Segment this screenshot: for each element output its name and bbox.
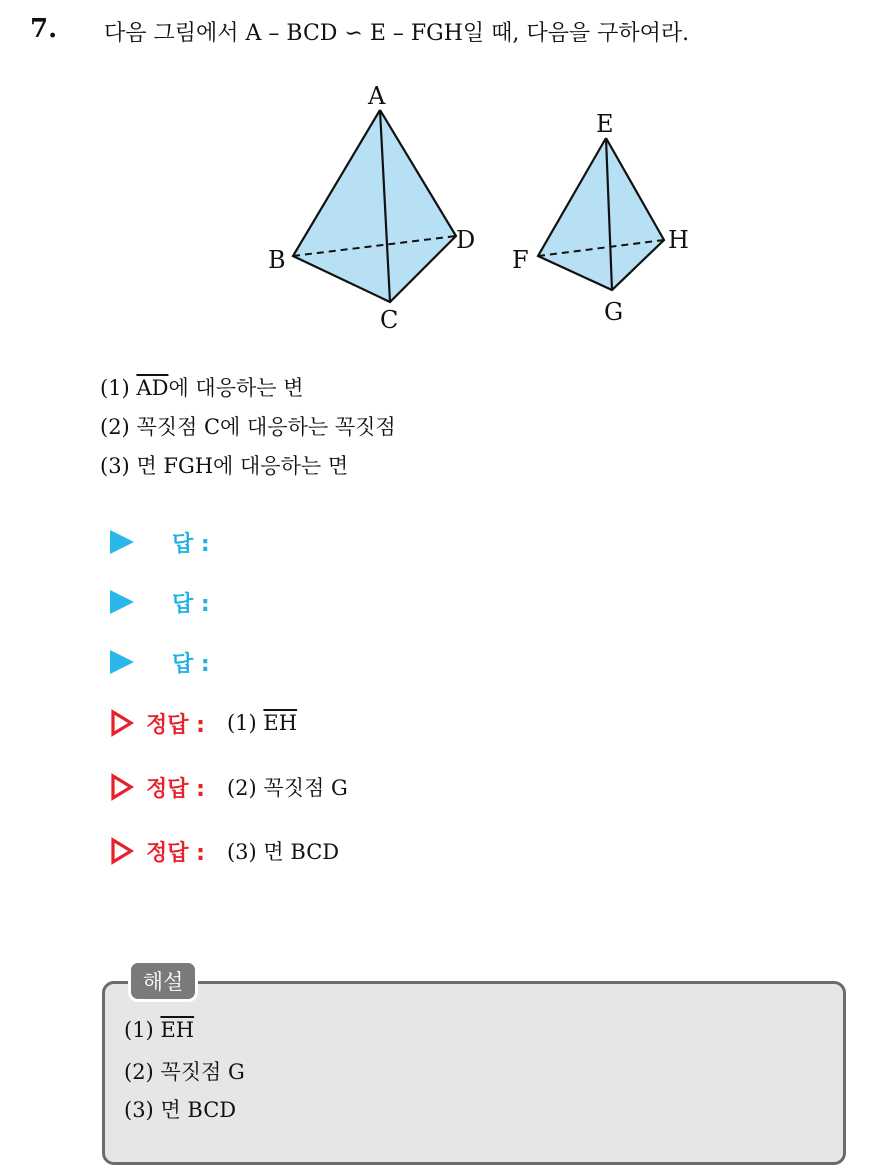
subquestion-number: (2) [100, 415, 130, 439]
answer-label: 답 : [172, 651, 210, 677]
segment-eh: $\overline{EH}$ [263, 711, 298, 735]
subquestion-1 [100, 372, 304, 402]
explanation-text: 꼭짓점 G [160, 1060, 245, 1084]
question-text: 다음 그림에서 A – BCD ∽ E – FGH일 때, 다음을 구하여라. [104, 21, 690, 46]
outline-triangle-icon [110, 709, 134, 737]
vertex-label-g: G [604, 298, 624, 326]
solution-text: 면 BCD [263, 840, 340, 864]
explanation-line-1 [124, 1018, 194, 1042]
solution-number: (2) [226, 776, 257, 800]
solution-row-2 [110, 770, 348, 804]
explanation-line-2 [124, 1056, 245, 1086]
vertex-label-e: E [596, 110, 614, 138]
subquestion-3 [100, 450, 348, 480]
subquestion-text: 면 FGH에 대응하는 면 [136, 454, 349, 478]
segment-eh: $\overline{EH}$ [160, 1018, 195, 1042]
answer-row-1[interactable] [110, 526, 210, 558]
subquestion-number: (1) [100, 376, 130, 400]
solution-label: 정답 : [146, 712, 205, 738]
solution-row-1 [110, 706, 297, 740]
solution-number: (3) [226, 840, 257, 864]
explanation-line-3 [124, 1094, 236, 1124]
subquestion-text: 꼭짓점 C에 대응하는 꼭짓점 [136, 415, 396, 439]
subquestion-2 [100, 411, 396, 441]
subquestion-text: 에 대응하는 변 [168, 376, 304, 400]
solution-value [227, 711, 297, 735]
solution-row-3 [110, 834, 339, 868]
solution-value [227, 772, 348, 802]
answer-label: 답 : [172, 591, 210, 617]
play-triangle-icon [110, 530, 134, 554]
solution-label: 정답 : [146, 776, 205, 802]
solution-label: 정답 : [146, 840, 205, 866]
tetrahedron-efgh [512, 110, 689, 326]
explanation-number: (3) [124, 1098, 154, 1122]
tetrahedron-abcd [268, 82, 475, 334]
vertex-label-f: F [512, 246, 529, 274]
tetrahedra-figure [0, 0, 884, 360]
solution-number: (1) [226, 711, 257, 735]
outline-triangle-icon [110, 773, 134, 801]
explanation-number: (1) [124, 1018, 154, 1042]
outline-triangle-icon [110, 837, 134, 865]
explanation-text: 면 BCD [160, 1098, 237, 1122]
play-triangle-icon [110, 650, 134, 674]
explanation-number: (2) [124, 1060, 154, 1084]
solution-text: 꼭짓점 G [263, 776, 348, 800]
vertex-label-c: C [380, 306, 399, 334]
vertex-label-h: H [668, 226, 689, 254]
question-number: 7. [30, 14, 58, 44]
vertex-label-a: A [368, 82, 386, 110]
explanation-tag: 해설 [128, 960, 198, 1002]
answer-row-2[interactable] [110, 586, 210, 618]
answer-row-3[interactable] [110, 646, 210, 678]
solution-value [227, 836, 339, 866]
play-triangle-icon [110, 590, 134, 614]
segment-ad: $\overline{AD}$ [136, 376, 169, 400]
vertex-label-b: B [268, 246, 286, 274]
answer-label: 답 : [172, 531, 210, 557]
vertex-label-d: D [456, 226, 476, 254]
subquestion-number: (3) [100, 454, 130, 478]
